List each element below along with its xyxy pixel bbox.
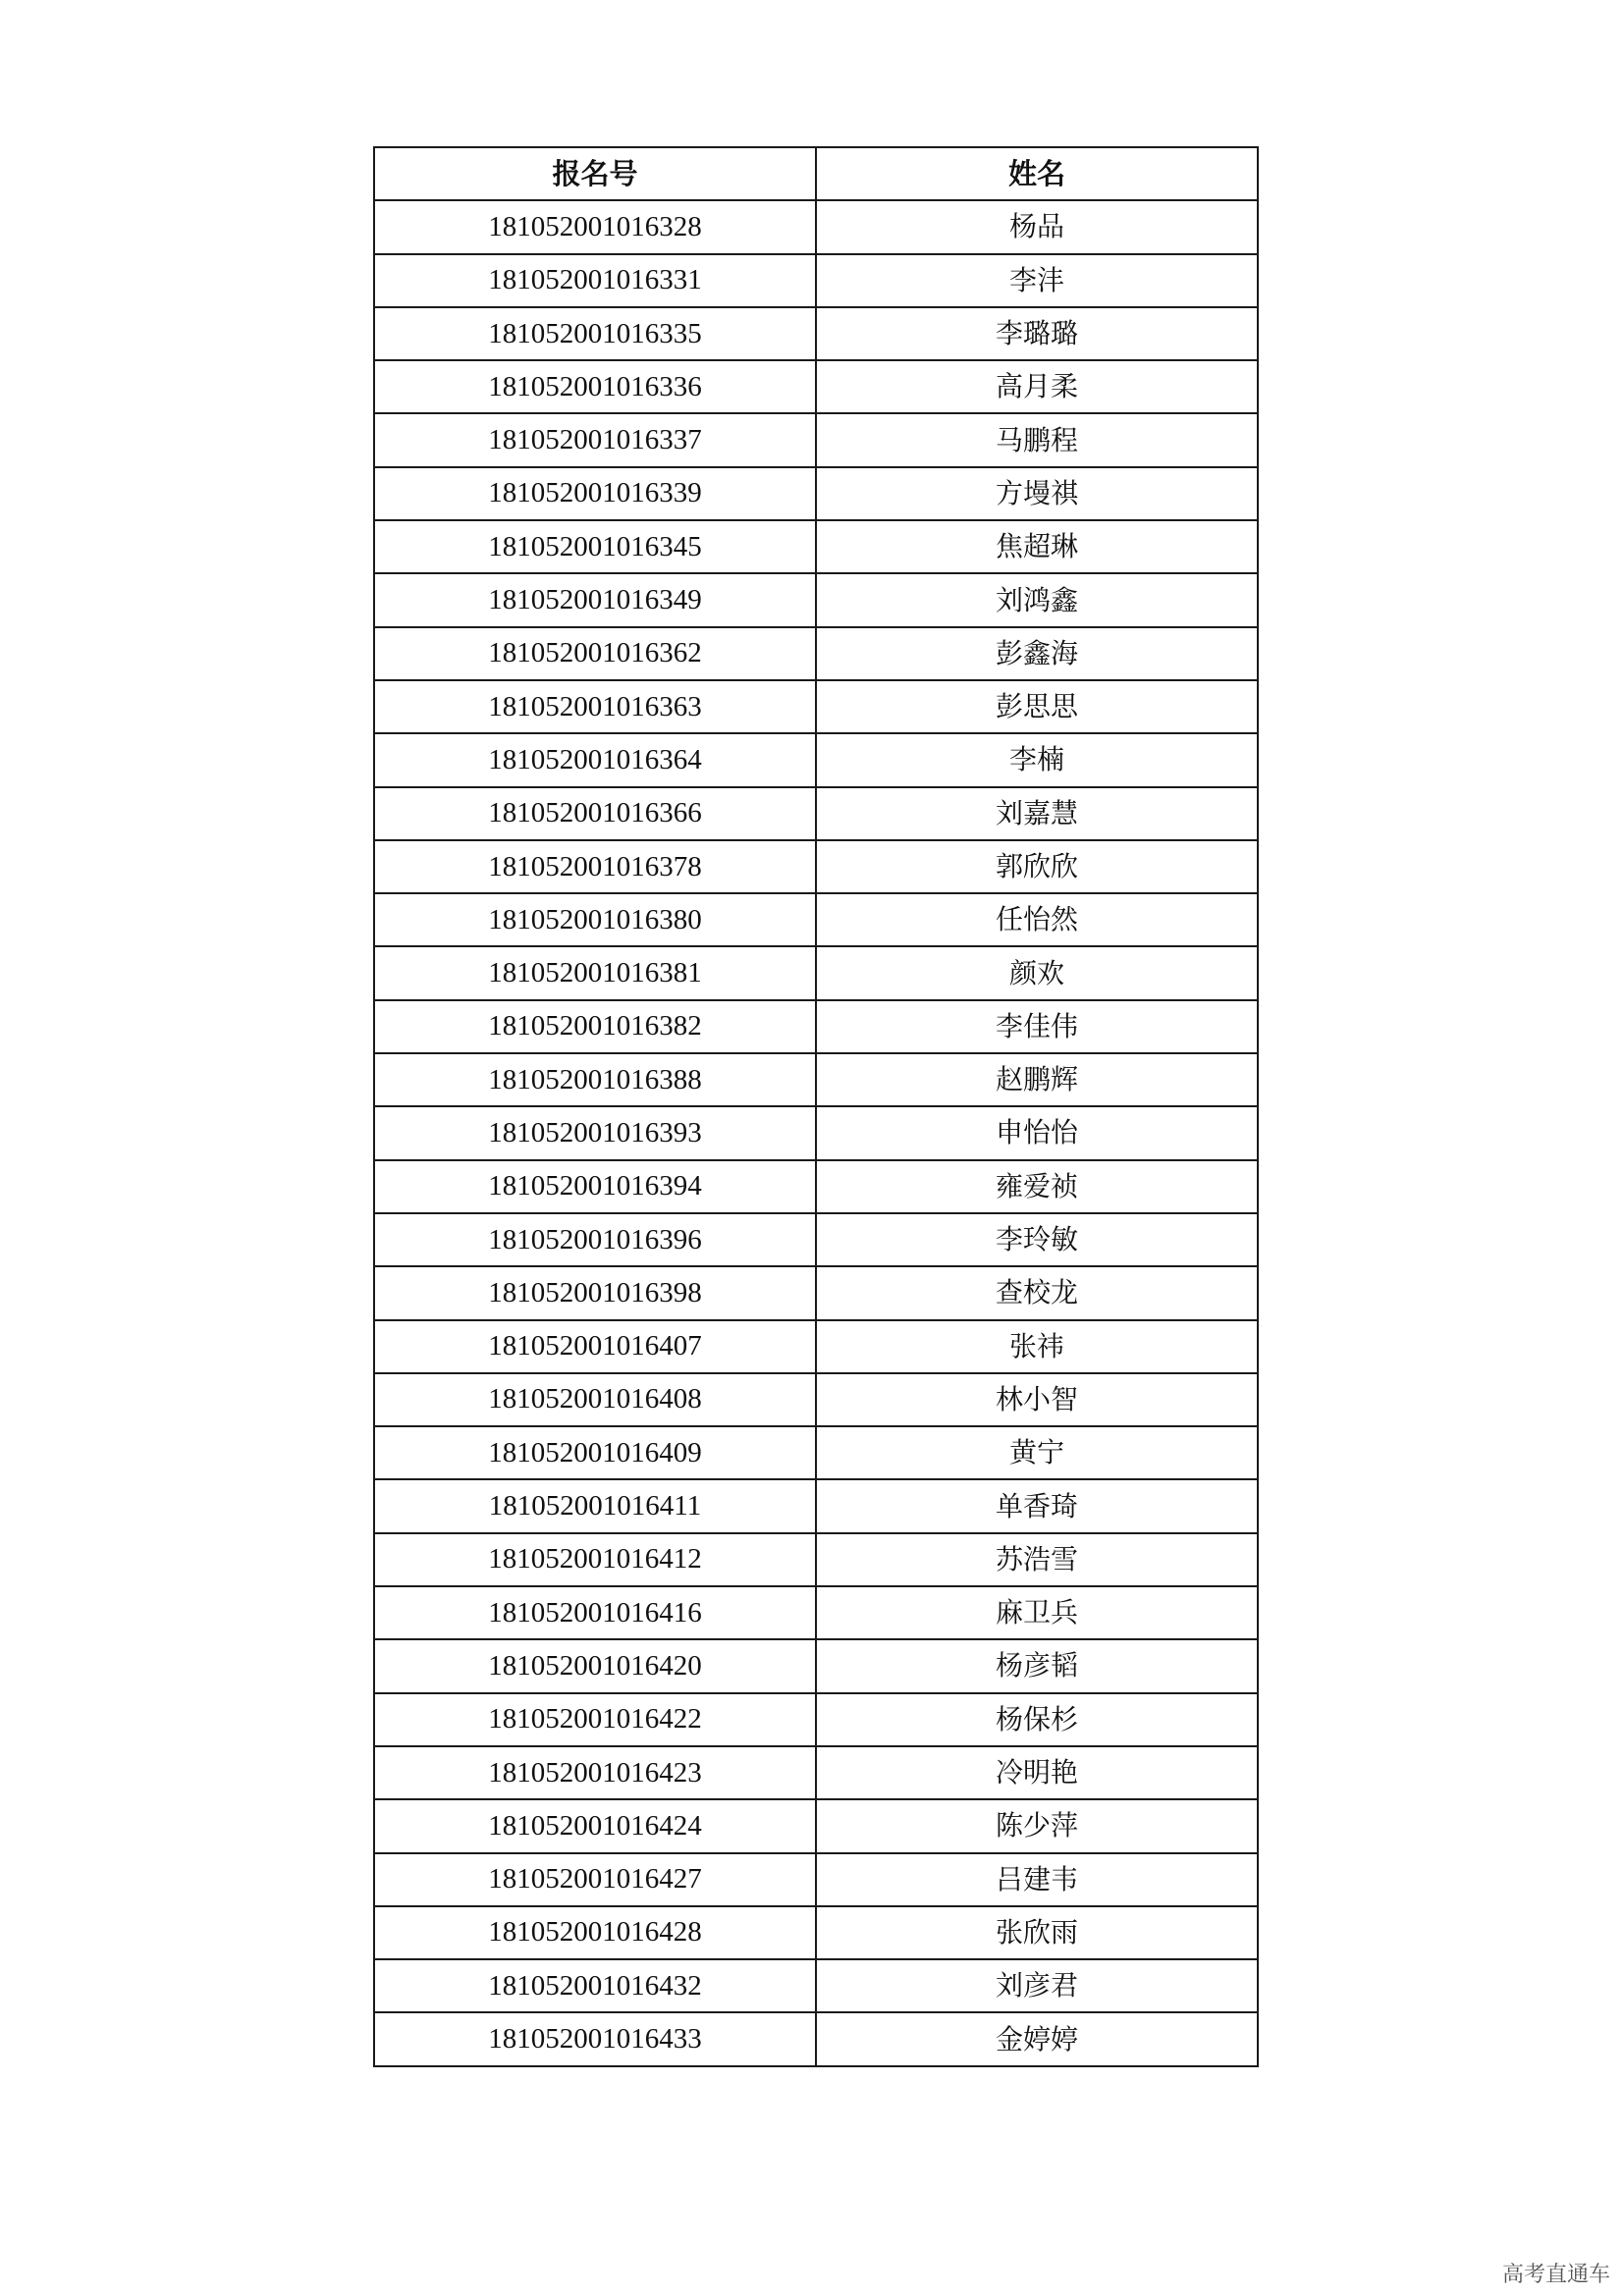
name-cell: 杨品 (816, 200, 1258, 253)
table-row (374, 520, 1258, 573)
registration-number-cell: 181052001016408 (374, 1373, 816, 1426)
table-row (374, 360, 1258, 413)
name-cell: 李玲敏 (816, 1213, 1258, 1266)
registration-number-cell: 181052001016345 (374, 520, 816, 573)
registration-number-cell: 181052001016416 (374, 1586, 816, 1639)
table-row (374, 1959, 1258, 2012)
name-cell: 焦超琳 (816, 520, 1258, 573)
name-cell: 冷明艳 (816, 1746, 1258, 1799)
registration-number-cell: 181052001016423 (374, 1746, 816, 1799)
registration-table (373, 146, 1259, 2067)
table-row (374, 1586, 1258, 1639)
table-row (374, 1373, 1258, 1426)
table-row (374, 893, 1258, 946)
name-cell: 查校龙 (816, 1266, 1258, 1319)
registration-number-cell: 181052001016364 (374, 733, 816, 786)
registration-number-cell: 181052001016382 (374, 1000, 816, 1053)
table-row (374, 840, 1258, 893)
registration-number-cell: 181052001016420 (374, 1639, 816, 1692)
registration-number-cell: 181052001016407 (374, 1320, 816, 1373)
name-cell: 李佳伟 (816, 1000, 1258, 1053)
registration-number-cell: 181052001016380 (374, 893, 816, 946)
registration-number-cell: 181052001016388 (374, 1053, 816, 1106)
name-cell: 刘彦君 (816, 1959, 1258, 2012)
registration-number-cell: 181052001016362 (374, 627, 816, 680)
table-row (374, 1160, 1258, 1213)
registration-number-cell: 181052001016398 (374, 1266, 816, 1319)
name-cell: 颜欢 (816, 946, 1258, 999)
table-row (374, 2012, 1258, 2065)
registration-number-cell: 181052001016409 (374, 1426, 816, 1479)
registration-number-cell: 181052001016328 (374, 200, 816, 253)
table-header-row (374, 147, 1258, 200)
table-row (374, 200, 1258, 253)
table-row (374, 307, 1258, 360)
table-row (374, 1000, 1258, 1053)
table-body (374, 200, 1258, 2065)
table-row (374, 1106, 1258, 1159)
name-cell: 马鹏程 (816, 413, 1258, 466)
table-row (374, 413, 1258, 466)
name-cell: 张欣雨 (816, 1906, 1258, 1959)
registration-number-cell: 181052001016331 (374, 254, 816, 307)
watermark-text: 高考直通车 (1501, 2263, 1610, 2287)
table-row (374, 1479, 1258, 1532)
column-header-registration-number: 报名号 (374, 147, 816, 200)
registration-number-cell: 181052001016378 (374, 840, 816, 893)
registration-number-cell: 181052001016339 (374, 467, 816, 520)
table-row (374, 1426, 1258, 1479)
registration-number-cell: 181052001016335 (374, 307, 816, 360)
registration-number-cell: 181052001016433 (374, 2012, 816, 2065)
table-row (374, 1320, 1258, 1373)
name-cell: 李璐璐 (816, 307, 1258, 360)
registration-number-cell: 181052001016363 (374, 680, 816, 733)
name-cell: 方墁祺 (816, 467, 1258, 520)
table-row (374, 1799, 1258, 1852)
name-cell: 张祎 (816, 1320, 1258, 1373)
name-cell: 李沣 (816, 254, 1258, 307)
name-cell: 彭鑫海 (816, 627, 1258, 680)
table-row (374, 733, 1258, 786)
name-cell: 刘鸿鑫 (816, 573, 1258, 626)
column-header-name: 姓名 (816, 147, 1258, 200)
name-cell: 单香琦 (816, 1479, 1258, 1532)
registration-number-cell: 181052001016349 (374, 573, 816, 626)
registration-number-cell: 181052001016366 (374, 787, 816, 840)
table-row (374, 254, 1258, 307)
name-cell: 黄宁 (816, 1426, 1258, 1479)
name-cell: 彭思思 (816, 680, 1258, 733)
name-cell: 金婷婷 (816, 2012, 1258, 2065)
table-row (374, 787, 1258, 840)
table-row (374, 1639, 1258, 1692)
table-row (374, 1266, 1258, 1319)
table-row (374, 1053, 1258, 1106)
name-cell: 李楠 (816, 733, 1258, 786)
table-row (374, 573, 1258, 626)
name-cell: 苏浩雪 (816, 1533, 1258, 1586)
registration-number-cell: 181052001016396 (374, 1213, 816, 1266)
table-row (374, 1906, 1258, 1959)
name-cell: 雍爱祯 (816, 1160, 1258, 1213)
registration-number-cell: 181052001016412 (374, 1533, 816, 1586)
name-cell: 赵鹏辉 (816, 1053, 1258, 1106)
name-cell: 高月柔 (816, 360, 1258, 413)
registration-number-cell: 181052001016336 (374, 360, 816, 413)
name-cell: 刘嘉慧 (816, 787, 1258, 840)
table-row (374, 1693, 1258, 1746)
registration-number-cell: 181052001016337 (374, 413, 816, 466)
registration-number-cell: 181052001016424 (374, 1799, 816, 1852)
table-row (374, 946, 1258, 999)
registration-number-cell: 181052001016393 (374, 1106, 816, 1159)
table-row (374, 627, 1258, 680)
registration-number-cell: 181052001016381 (374, 946, 816, 999)
name-cell: 杨彦韬 (816, 1639, 1258, 1692)
table-row (374, 1746, 1258, 1799)
name-cell: 麻卫兵 (816, 1586, 1258, 1639)
registration-number-cell: 181052001016411 (374, 1479, 816, 1532)
table-row (374, 680, 1258, 733)
registration-number-cell: 181052001016427 (374, 1853, 816, 1906)
name-cell: 任怡然 (816, 893, 1258, 946)
table-row (374, 1213, 1258, 1266)
name-cell: 陈少萍 (816, 1799, 1258, 1852)
table-row (374, 1533, 1258, 1586)
table-row (374, 467, 1258, 520)
registration-number-cell: 181052001016428 (374, 1906, 816, 1959)
name-cell: 吕建韦 (816, 1853, 1258, 1906)
name-cell: 林小智 (816, 1373, 1258, 1426)
name-cell: 杨保杉 (816, 1693, 1258, 1746)
name-cell: 郭欣欣 (816, 840, 1258, 893)
registration-number-cell: 181052001016422 (374, 1693, 816, 1746)
name-cell: 申怡怡 (816, 1106, 1258, 1159)
table-row (374, 1853, 1258, 1906)
registration-number-cell: 181052001016394 (374, 1160, 816, 1213)
registration-number-cell: 181052001016432 (374, 1959, 816, 2012)
